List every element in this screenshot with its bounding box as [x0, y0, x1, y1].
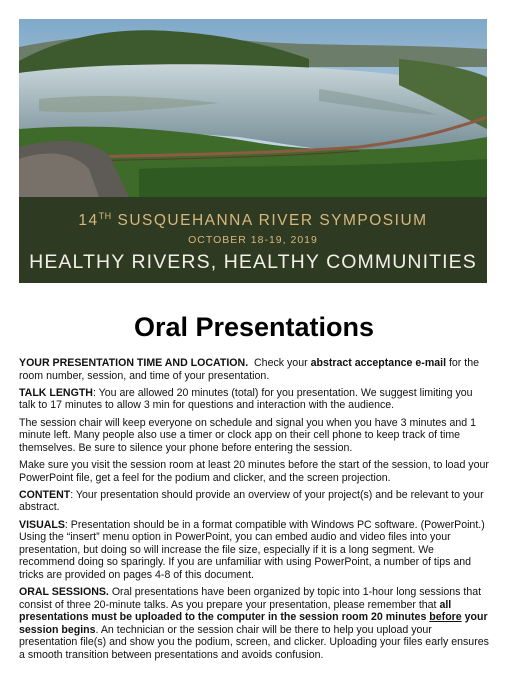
paragraph-visit-room: Make sure you visit the session room at least 20 minutes before the start of the session, to load your PowerPoint file, get a feel for the podium and clicker, and the screen projection. [19, 458, 489, 484]
paragraph-oral-sessions: ORAL SESSIONS. Oral presentations have been organized by topic into 1-hour long sessions that consist of three 20-minute talks. As you prepare your presentation, please remember that all presentations must be uploaded to the computer in the session room 20 minutes before your session begins. An technician or the session chair will be there to help you upload your presentation file(s) and show you the podium, screen, and clicker. Uploading your files early ensures a smooth transition between presentations and avoids confusion. [19, 586, 489, 662]
document-body [19, 357, 489, 666]
symposium-theme: HEALTHY RIVERS, HEALTHY COMMUNITIES [29, 251, 477, 273]
symposium-title: 14TH SUSQUEHANNA RIVER SYMPOSIUM [78, 211, 428, 230]
symposium-date: OCTOBER 18-19, 2019 [188, 234, 318, 246]
symposium-banner [19, 19, 487, 283]
symposium-band [19, 197, 487, 283]
paragraph-content: CONTENT: Your presentation should provide an overview of your project(s) and be relevant to your abstract. [19, 488, 484, 514]
paragraph-time-location: YOUR PRESENTATION TIME AND LOCATION. Check your abstract acceptance e-mail for the room number, session, and time of your presentation. [19, 357, 480, 382]
page-title: Oral Presentations [133, 312, 375, 342]
paragraph-talk-length: TALK LENGTH: You are allowed 20 minutes (total) for you presentation. We suggest limiting you talk to 17 minutes to allow 3 min for questions and interaction with the audience. [19, 386, 473, 412]
paragraph-session-chair: The session chair will keep everyone on schedule and signal you when you have 3 minutes and 1 minute left. Many people also use a timer or clock app on their cell phone to keep track of time themselves. Be sure to silence your phone before entering the session. [19, 416, 476, 454]
paragraph-visuals: VISUALS: Presentation should be in a format compatible with Windows PC software. (PowerPoint.) Using the “insert” menu option in PowerPoint, you can embed audio and video files into your presentation, but doing so will increase the file size, especially if it is a long segment. We recommend doing so sparingly. If you are unfamiliar with using PowerPoint, a number of tips and tricks are provided on pages 4-8 of this document. [19, 518, 485, 581]
river-landscape-photo [19, 19, 487, 197]
